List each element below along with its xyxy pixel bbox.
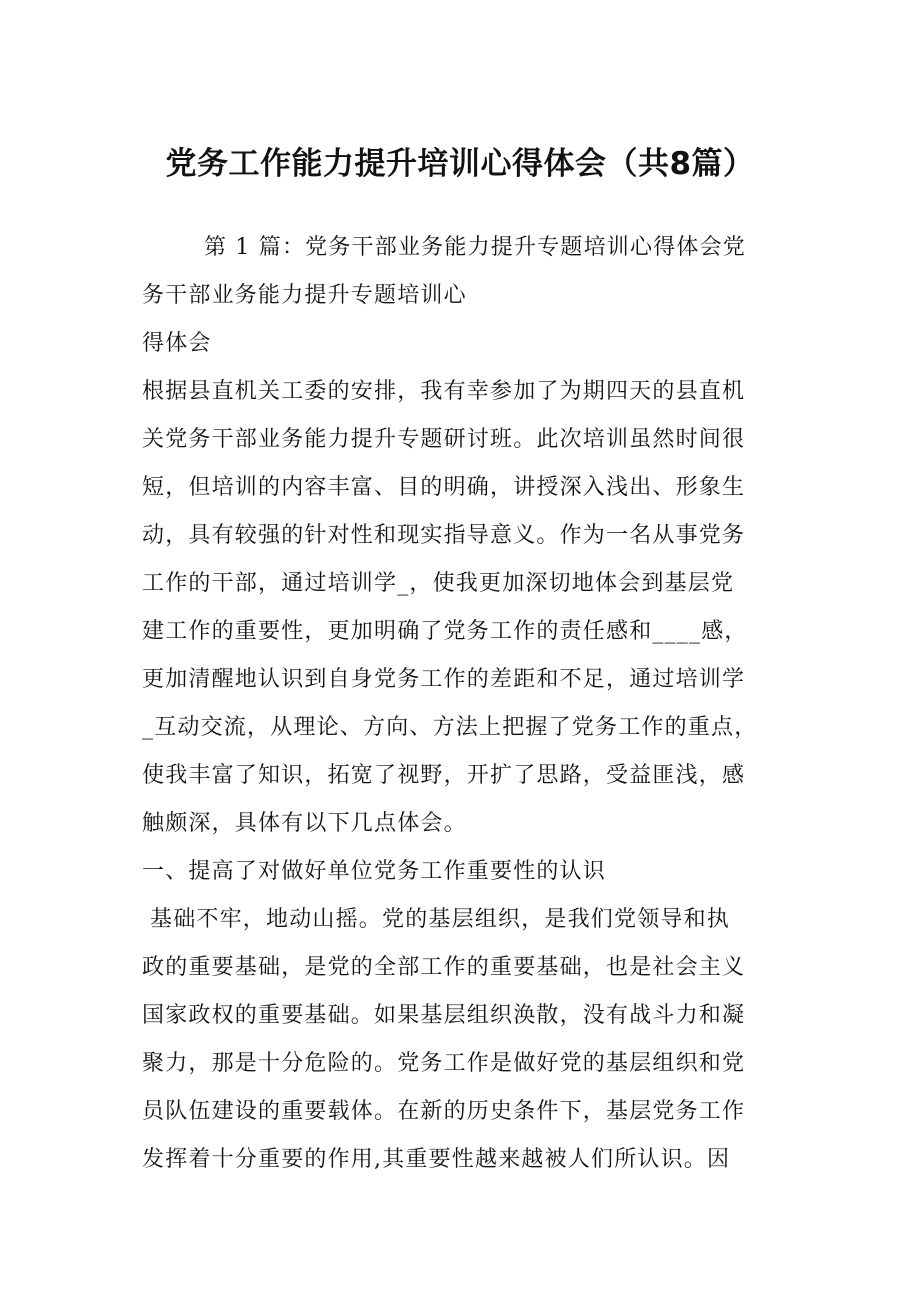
text-line: 员队伍建设的重要载体。在新的历史条件下，基层党务工作: [142, 1099, 746, 1124]
text-line: 发挥着十分重要的作用,其重要性越来越被人们所认识。因: [142, 1147, 731, 1172]
text-line: _互动交流，从理论、方向、方法上把握了党务工作的重点，: [142, 715, 758, 740]
document-body: [142, 224, 802, 1184]
text-line: 国家政权的重要基础。如果基层组织涣散，没有战斗力和凝: [142, 1003, 746, 1028]
text-line: 建工作的重要性，更加明确了党务工作的责任感和____感，: [142, 619, 748, 644]
text-line: 使我丰富了知识，拓宽了视野，开扩了思路，受益匪浅，感: [142, 763, 746, 788]
text-line: 短，但培训的内容丰富、目的明确，讲授深入浅出、形象生: [142, 475, 746, 500]
text-line: 得体会: [142, 331, 212, 356]
text-line: 关党务干部业务能力提升专题研讨班。此次培训虽然时间很: [142, 427, 746, 452]
text-line: 务干部业务能力提升专题培训心: [142, 283, 467, 308]
text-line: 动，具有较强的针对性和现实指导意义。作为一名从事党务: [142, 523, 746, 548]
section-heading: 一、提高了对做好单位党务工作重要性的认识: [142, 859, 607, 884]
text-line: 触颇深，具体有以下几点体会。: [142, 811, 467, 836]
text-line: 根据县直机关工委的安排，我有幸参加了为期四天的县直机: [142, 379, 746, 404]
text-line: 政的重要基础，是党的全部工作的重要基础，也是社会主义: [142, 955, 746, 980]
text-line: 更加清醒地认识到自身党务工作的差距和不足，通过培训学: [142, 667, 746, 692]
text-line: 聚力，那是十分危险的。党务工作是做好党的基层组织和党: [142, 1051, 746, 1076]
text-line: 工作的干部，通过培训学_，使我更加深切地体会到基层党: [142, 571, 735, 596]
document-title: 党务工作能力提升培训心得体会（共8篇）: [165, 146, 755, 182]
text-line: 基础不牢，地动山摇。党的基层组织，是我们党领导和执: [150, 907, 731, 932]
text-line: 第 1 篇：党务干部业务能力提升专题培训心得体会党: [204, 235, 746, 260]
